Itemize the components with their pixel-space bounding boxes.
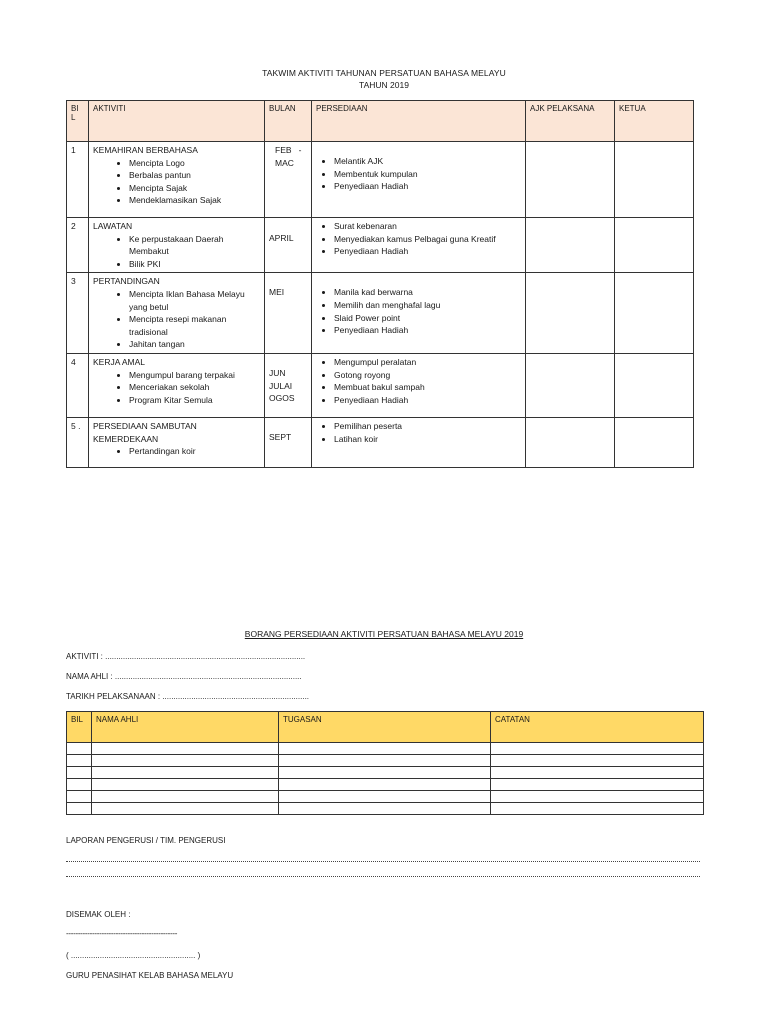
row-bil: 4 [67,353,89,417]
empty-cell [491,755,704,767]
empty-cell [67,779,92,791]
list-item: • Mengumpul barang terpakai [129,369,260,382]
empty-cell [279,755,491,767]
list-item: • Manila kad berwarna [334,286,521,299]
empty-cell [491,791,704,803]
col-header-catatan: CATATAN [491,712,704,743]
row-persediaan [312,417,526,467]
row-persediaan [312,218,526,273]
empty-cell [67,743,92,755]
activity-name: KERJA AMAL [93,356,145,367]
list-item: • Slaid Power point [334,312,521,325]
row-aktiviti [89,417,265,467]
preparation-list [316,286,521,336]
preparation-list [316,155,521,193]
list-item: • Memilih dan menghafal lagu [334,299,521,312]
col-header-bulan: BULAN [265,101,312,142]
row-bulan: JUN JULAI OGOS [265,353,312,417]
table-row [67,791,704,803]
row-bil: 2 [67,218,89,273]
empty-cell [67,791,92,803]
calendar-title: TAKWIM AKTIVITI TAHUNAN PERSATUAN BAHASA MELAYU [262,68,506,78]
activity-name: KEMAHIRAN BERBAHASA [93,145,198,155]
empty-cell [92,767,279,779]
empty-cell [491,767,704,779]
empty-cell [279,803,491,815]
report-line [66,861,700,862]
laporan-pengerusi-label: LAPORAN PENGERUSI / TIM. PENGERUSI [66,836,226,845]
table-row [67,218,694,273]
col-header-bil: BI L [67,101,89,142]
activity-name: LAWATAN [93,221,133,231]
list-item: • Penyediaan Hadiah [334,180,521,193]
activity-calendar-table [66,100,694,468]
col-header-tugasan: TUGASAN [279,712,491,743]
empty-cell [92,755,279,767]
empty-cell [67,755,92,767]
list-item: • Penyediaan Hadiah [334,245,521,258]
activity-name: PERSEDIAAN SAMBUTAN KEMERDEKAAN [93,420,197,444]
empty-cell [67,803,92,815]
col-header-ketua: KETUA [615,101,694,142]
list-item: • Mencipta Logo [129,157,260,170]
table-row [67,803,704,815]
list-item: • Penyediaan Hadiah [334,324,521,337]
row-ketua [615,218,694,273]
row-aktiviti [89,273,265,354]
list-item: • Melantik AJK [334,155,521,168]
col-header-aktiviti: AKTIVITI [89,101,265,142]
aktiviti-field: AKTIVITI : .......................................................................................... [66,652,306,661]
preparation-list [316,420,521,445]
activity-list [93,288,260,351]
list-item: • Menyediakan kamus Pelbagai guna Kreatif [334,233,521,246]
list-item: • Penyediaan Hadiah [334,394,521,407]
table-row [67,142,694,218]
disemak-oleh-label: DISEMAK OLEH : [66,910,131,919]
row-bulan: MEI [265,273,312,354]
list-item: • Mendeklamasikan Sajak [129,194,260,207]
preparation-list [316,220,521,258]
row-ketua [615,417,694,467]
row-bil: 5 . [67,417,89,467]
nama-ahli-field: NAMA AHLI : .................................................................................... [66,672,302,681]
guru-penasihat-label: GURU PENASIHAT KELAB BAHASA MELAYU [66,971,234,980]
preparation-list [316,356,521,406]
row-ajk-pelaksana [526,353,615,417]
activity-list [93,369,260,407]
activity-list [93,233,260,271]
table-row [67,417,694,467]
row-ketua [615,142,694,218]
table-row [67,755,704,767]
col-header-ajk-pelaksana: AJK PELAKSANA [526,101,615,142]
table-header-row [67,101,694,142]
signature-line: ----------------------------------------------- [66,929,178,938]
list-item: • Mencipta resepi makanan tradisional [129,313,260,338]
member-form-table [66,711,704,815]
empty-cell [491,743,704,755]
row-persediaan [312,142,526,218]
row-ketua [615,353,694,417]
report-line [66,876,700,877]
empty-cell [279,779,491,791]
tarikh-pelaksanaan-field: TARIKH PELAKSANAAN : .................................................................. [66,692,310,701]
empty-cell [279,743,491,755]
row-ajk-pelaksana [526,142,615,218]
calendar-year: TAHUN 2019 [359,80,409,90]
list-item: • Surat kebenaran [334,220,521,233]
list-item: • Mencipta Sajak [129,182,260,195]
table-row [67,767,704,779]
row-aktiviti [89,142,265,218]
list-item: • Pertandingan koir [129,445,260,458]
row-bulan: FEB - MAC [265,142,312,218]
name-bracket-line: ( ........................................................ ) [66,951,201,960]
row-bulan: SEPT [265,417,312,467]
row-persediaan [312,273,526,354]
list-item: • Gotong royong [334,369,521,382]
list-item: • Mencipta Iklan Bahasa Melayu yang betul [129,288,260,313]
empty-cell [92,803,279,815]
activity-list [93,157,260,207]
empty-cell [92,779,279,791]
empty-cell [92,791,279,803]
row-bulan: APRIL [265,218,312,273]
list-item: • Membentuk kumpulan [334,168,521,181]
row-ajk-pelaksana [526,417,615,467]
list-item: • Menceriakan sekolah [129,381,260,394]
row-aktiviti [89,218,265,273]
row-aktiviti [89,353,265,417]
list-item: • Membuat bakul sampah [334,381,521,394]
col-header-nama-ahli: NAMA AHLI [92,712,279,743]
table-row [67,743,704,755]
row-bil: 3 [67,273,89,354]
list-item: • Jahitan tangan [129,338,260,351]
row-ajk-pelaksana [526,218,615,273]
col-header-bil: BIL [67,712,92,743]
empty-cell [491,803,704,815]
row-ajk-pelaksana [526,273,615,354]
list-item: • Ke perpustakaan Daerah Membakut [129,233,260,258]
form-title: BORANG PERSEDIAAN AKTIVITI PERSATUAN BAHASA MELAYU 2019 [244,629,524,639]
empty-cell [67,767,92,779]
empty-cell [279,767,491,779]
empty-cell [92,743,279,755]
list-item: • Bilik PKI [129,258,260,271]
table-header-row [67,712,704,743]
list-item: • Berbalas pantun [129,169,260,182]
activity-list [93,445,260,458]
row-ketua [615,273,694,354]
col-header-persediaan: PERSEDIAAN [312,101,526,142]
table-row [67,353,694,417]
list-item: • Latihan koir [334,433,521,446]
row-persediaan [312,353,526,417]
table-row [67,273,694,354]
list-item: • Mengumpul peralatan [334,356,521,369]
list-item: • Program Kitar Semula [129,394,260,407]
row-bil: 1 [67,142,89,218]
list-item: • Pemilihan peserta [334,420,521,433]
activity-name: PERTANDINGAN [93,276,160,287]
empty-cell [279,791,491,803]
table-row [67,779,704,791]
empty-cell [491,779,704,791]
